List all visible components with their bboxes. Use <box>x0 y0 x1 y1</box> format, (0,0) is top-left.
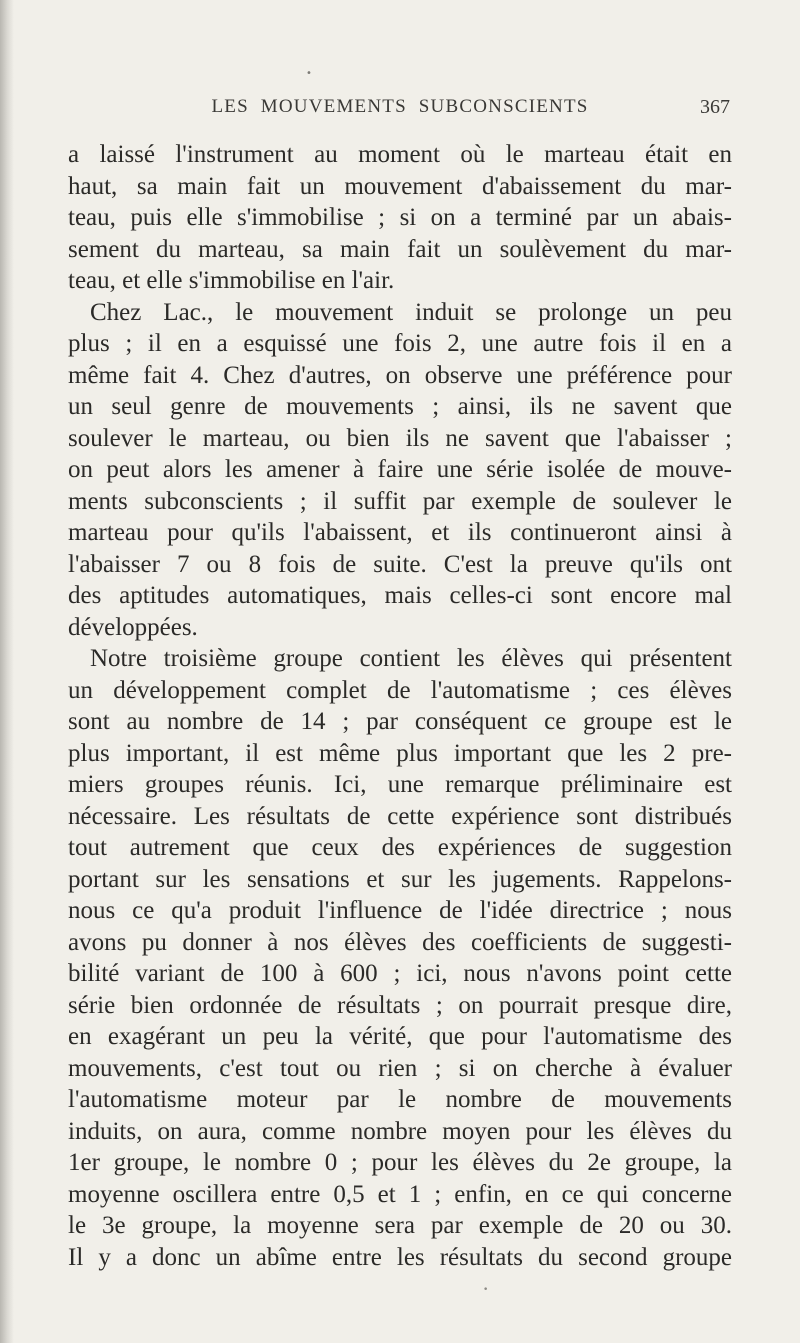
text-line: développées. <box>68 613 198 641</box>
text-line: nous ce qu'a produit l'influence de l'idée directrice ; nous <box>68 897 732 924</box>
text-line: plus important, il est même plus important que les 2 pre- <box>68 739 732 767</box>
text-line: teau, et elle s'immobilise en l'air. <box>68 267 395 294</box>
text-line: portant sur les sensations et sur les jugements. Rappelons- <box>68 865 732 893</box>
text-line: on peut alors les amener à faire une série isolée de mouve- <box>68 456 732 483</box>
text-line: 1er groupe, le nombre 0 ; pour les élèves du 2e groupe, la <box>68 1149 732 1176</box>
text-line: marteau pour qu'ils l'abaissent, et ils continueront ainsi à <box>68 519 732 546</box>
text-line: sont au nombre de 14 ; par conséquent ce groupe est le <box>68 708 732 735</box>
text-line: série bien ordonnée de résultats ; on pourrait presque dire, <box>68 991 732 1019</box>
text-line: tout autrement que ceux des expériences de suggestion <box>68 834 732 861</box>
text-line: plus ; il en a esquissé une fois 2, une autre fois il en a <box>68 330 732 357</box>
text-line: même fait 4. Chez d'autres, on observe une préférence pour <box>68 361 732 389</box>
text-line: Chez Lac., le mouvement induit se prolonge un peu <box>90 298 732 326</box>
body-text <box>68 139 732 1273</box>
text-line: le 3e groupe, la moyenne sera par exemple de 20 ou 30. <box>68 1212 732 1239</box>
text-line: ments subconscients ; il suffit par exemple de soulever le <box>68 487 732 515</box>
text-line: Notre troisième groupe contient les élèves qui présentent <box>90 645 732 672</box>
text-line: a laissé l'instrument au moment où le marteau était en <box>68 141 732 168</box>
text-line: moyenne oscillera entre 0,5 et 1 ; enfin, en ce qui concerne <box>68 1180 732 1208</box>
text-line: sement du marteau, sa main fait un soulèvement du mar- <box>68 235 732 263</box>
text-line: soulever le marteau, ou bien ils ne savent que l'abaisser ; <box>68 424 732 452</box>
stray-ink-mark-bottom: • <box>483 1285 489 1295</box>
page-number: 367 <box>700 96 730 118</box>
text-line: en exagérant un peu la vérité, que pour l'automatisme des <box>68 1023 732 1050</box>
binding-shadow <box>0 0 14 1343</box>
running-title: LES MOUVEMENTS SUBCONSCIENTS <box>211 96 589 117</box>
text-line: bilité variant de 100 à 600 ; ici, nous n'avons point cette <box>68 960 732 987</box>
text-line: teau, puis elle s'immobilise ; si on a terminé par un abais- <box>68 204 732 231</box>
text-line: Il y a donc un abîme entre les résultats du second groupe <box>68 1243 732 1271</box>
text-line: mouvements, c'est tout ou rien ; si on cherche à évaluer <box>68 1054 732 1082</box>
text-line: miers groupes réunis. Ici, une remarque préliminaire est <box>68 771 732 798</box>
text-line: haut, sa main fait un mouvement d'abaissement du mar- <box>68 172 732 200</box>
stray-ink-mark-top: • <box>306 68 312 79</box>
text-line: des aptitudes automatiques, mais celles-ci sont encore mal <box>68 582 732 609</box>
text-line: avons pu donner à nos élèves des coefficients de suggesti- <box>68 928 732 956</box>
text-line: un développement complet de l'automatisme ; ces élèves <box>68 676 732 704</box>
text-line: l'automatisme moteur par le nombre de mouvements <box>68 1086 732 1113</box>
text-line: nécessaire. Les résultats de cette expérience sont distribués <box>68 802 732 830</box>
text-line: un seul genre de mouvements ; ainsi, ils ne savent que <box>68 393 732 420</box>
running-head <box>70 96 730 126</box>
text-line: induits, on aura, comme nombre moyen pour les élèves du <box>68 1117 732 1145</box>
text-line: l'abaisser 7 ou 8 fois de suite. C'est la preuve qu'ils ont <box>68 550 732 578</box>
